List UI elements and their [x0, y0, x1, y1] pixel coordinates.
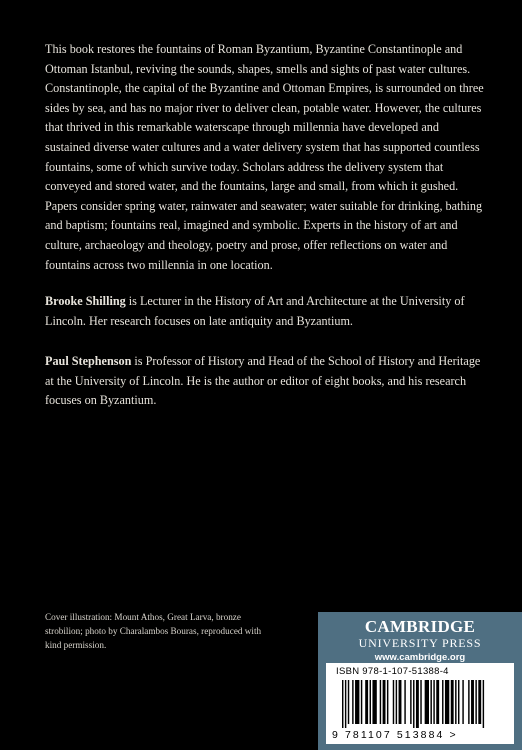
- barcode-bar: [355, 680, 359, 724]
- barcode-bar: [410, 680, 411, 724]
- barcode-bar: [475, 680, 476, 724]
- barcode-bar: [425, 680, 429, 724]
- barcode-bar: [365, 680, 368, 724]
- publisher-name: CAMBRIDGE: [364, 617, 476, 636]
- barcode-bar: [458, 680, 459, 724]
- editor-bio-text: is Lecturer in the History of Art and Architecture at the University of Lincoln. Her research focuses on late antiquity and Byzantium.: [45, 294, 465, 328]
- publisher-name-sub: UNIVERSITY PRESS: [358, 636, 482, 650]
- barcode-bar: [345, 680, 346, 728]
- isbn-label: ISBN 978-1-107-51388-4: [336, 666, 449, 677]
- barcode-bar: [471, 680, 474, 724]
- barcode-bar: [468, 680, 469, 724]
- barcode-bar: [436, 680, 439, 724]
- barcode-bar: [361, 680, 362, 724]
- barcode-bar: [387, 680, 388, 724]
- barcode-bar: [404, 680, 405, 724]
- barcode-bar: [348, 680, 349, 724]
- barcode-bar: [420, 680, 421, 724]
- barcode-bar: [352, 680, 353, 724]
- barcode-bar: [433, 680, 434, 724]
- barcode-icon: [342, 680, 500, 728]
- barcode-bar: [430, 680, 431, 724]
- barcode-bar: [393, 680, 394, 724]
- barcode-bar: [380, 680, 381, 724]
- isbn-barcode-box: [326, 663, 514, 744]
- barcode-bar: [483, 680, 484, 728]
- editor-bio-text: is Professor of History and Head of the School of History and Heritage at the University of Lincoln. He is the author or editor of eight books, and his research focuses on Byzantium.: [45, 354, 481, 408]
- barcode-bar: [413, 680, 414, 728]
- barcode-bar: [478, 680, 481, 724]
- publisher-url: www.cambridge.org: [374, 652, 466, 663]
- barcode-bar: [462, 680, 463, 724]
- barcode-bar: [342, 680, 343, 728]
- barcode-bar: [416, 680, 419, 728]
- barcode-bar: [399, 680, 402, 724]
- editor-bio-shilling: [45, 292, 485, 331]
- barcode-bar: [445, 680, 449, 724]
- back-cover-blurb: This book restores the fountains of Roman Byzantium, Byzantine Constantinople and Ottoman Istanbul, reviving the sounds, shapes, smells and sights of past water cultures. Constantinople, the capital of the Byzantine and Ottoman Empires, is surrounded on three sides by sea, and has no major river to deliver clean, potable water. However, the cultures that thrived in this remarkable waterscape through millennia have developed and sustained diverse water cultures and a water delivery system that has supported countless fountains, some of which survive today. Scholars address the delivery system that conveyed and stored water, and the fountains, large and small, from which it gushed. Papers consider spring water, rainwater and seawater; water suitable for drinking, bathing and baptism; fountains real, imagined and symbolic. Experts in the history of art and culture, archaeology and theology, poetry and prose, offer reflections on water and fountains across two millennia in one location.: [45, 42, 484, 272]
- barcode-bar: [383, 680, 386, 724]
- cover-illustration-credit: Cover illustration: Mount Athos, Great Larva, bronze strobilion; photo by Charalambos Bouras, reproduced with kind permission.: [45, 612, 262, 650]
- editor-name: Paul Stephenson: [45, 354, 132, 368]
- barcode-bar: [442, 680, 443, 724]
- barcode-bar: [370, 680, 371, 724]
- barcode-digits: 9 781107 513884 >: [332, 729, 458, 741]
- editor-name: Brooke Shilling: [45, 294, 126, 308]
- barcode-bar: [372, 680, 376, 724]
- barcode-bar: [451, 680, 454, 724]
- barcode-bar: [396, 680, 397, 724]
- barcode-bar: [455, 680, 456, 724]
- editor-bio-stephenson: [45, 352, 485, 411]
